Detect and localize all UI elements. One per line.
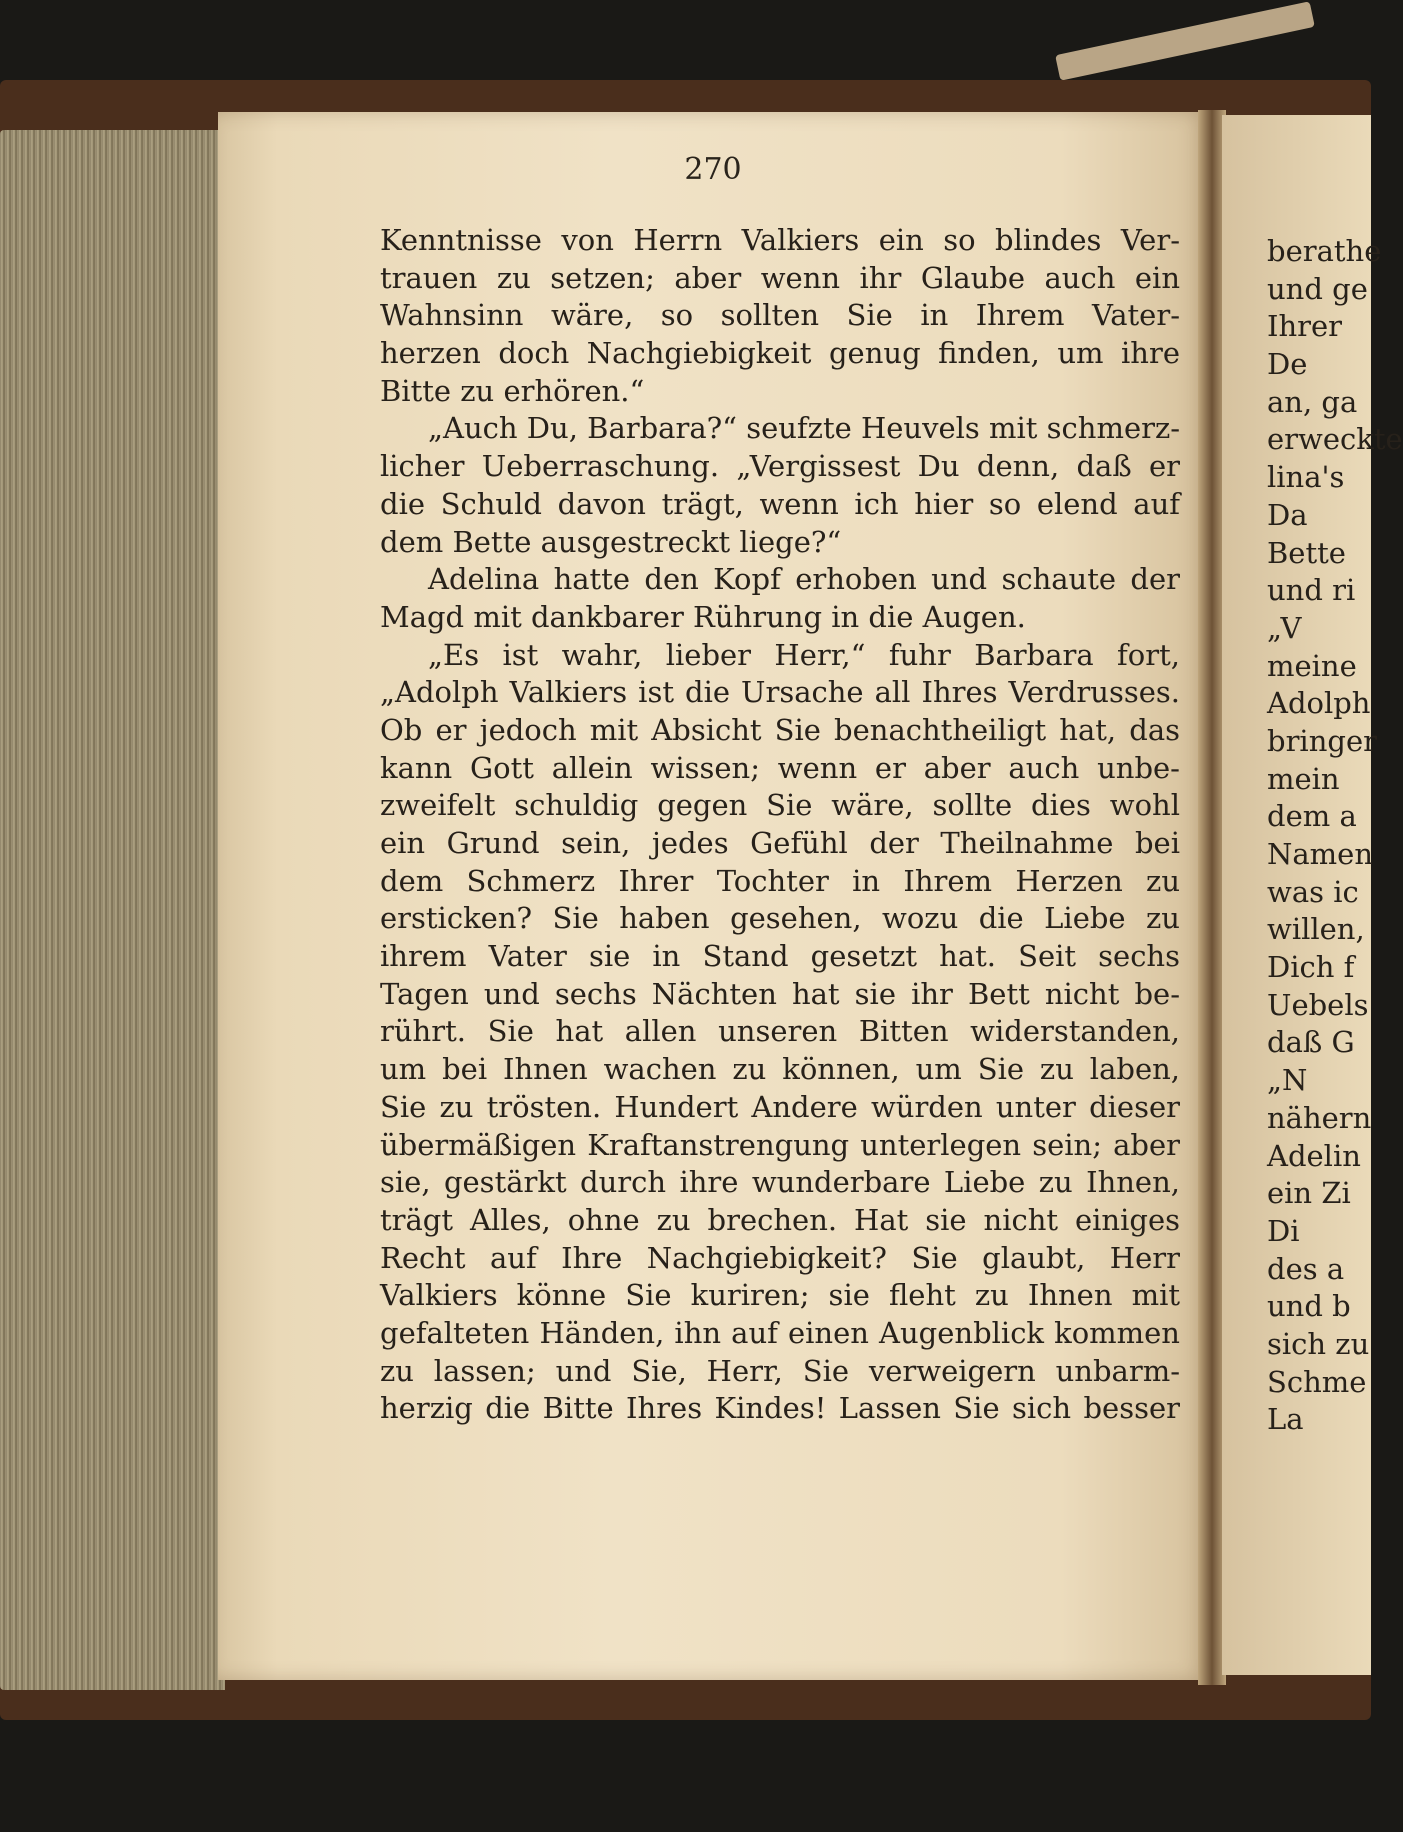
text-line: Valkiers könne Sie kuriren; sie fleht zu Ihnen mit bbox=[380, 1278, 1180, 1313]
text-line: willen, bbox=[1267, 912, 1365, 947]
text-line: Di bbox=[1267, 1213, 1300, 1248]
text-line: Adelina hatte den Kopf erhoben und schaute der bbox=[428, 562, 1180, 597]
text-line: trägt Alles, ohne zu brechen. Hat sie nicht einiges bbox=[380, 1202, 1180, 1237]
text-line: Schme bbox=[1267, 1364, 1367, 1399]
text-line: Namen bbox=[1267, 837, 1374, 871]
text-line: kann Gott allein wissen; wenn er aber auch unbe- bbox=[380, 750, 1180, 785]
text-line: trauen zu setzen; aber wenn ihr Glaube auch ein bbox=[380, 260, 1180, 295]
text-line: Adelin bbox=[1267, 1138, 1361, 1173]
text-line: De bbox=[1267, 347, 1308, 382]
left-page bbox=[218, 112, 1208, 1680]
text-line: nähern bbox=[1267, 1100, 1372, 1135]
text-line: zweifelt schuldig gegen Sie wäre, sollte dies wohl bbox=[380, 788, 1180, 823]
text-line: dem Bette ausgestreckt liege?“ bbox=[380, 524, 842, 559]
text-line: ein Grund sein, jedes Gefühl der Theilnahme bei bbox=[380, 826, 1180, 860]
text-line: daß G bbox=[1267, 1025, 1355, 1060]
text-line: sich zu bbox=[1267, 1326, 1370, 1361]
page-number: 270 bbox=[684, 152, 742, 187]
text-line: meine bbox=[1267, 648, 1357, 683]
text-line: ersticken? Sie haben gesehen, wozu die Liebe zu bbox=[380, 901, 1180, 936]
text-line: bringer bbox=[1267, 723, 1377, 758]
text-line: Adolph bbox=[1267, 686, 1371, 721]
text-line: und b bbox=[1267, 1289, 1351, 1324]
text-line: berathe bbox=[1267, 234, 1382, 268]
text-line: Sie zu trösten. Hundert Andere würden unter dieser bbox=[380, 1089, 1180, 1124]
text-line: La bbox=[1267, 1402, 1304, 1437]
text-line: „N bbox=[1267, 1063, 1308, 1098]
text-line: dem Schmerz Ihrer Tochter in Ihrem Herzen zu bbox=[380, 863, 1180, 898]
text-line: ihrem Vater sie in Stand gesetzt hat. Seit sechs bbox=[380, 939, 1180, 974]
text-line: Kenntnisse von Herrn Valkiers ein so blindes Ver- bbox=[380, 223, 1180, 257]
text-line: Recht auf Ihre Nachgiebigkeit? Sie glaubt, Herr bbox=[380, 1240, 1180, 1275]
text-line: Tagen und sechs Nächten hat sie ihr Bett nicht be- bbox=[380, 976, 1180, 1011]
text-line: herzig die Bitte Ihres Kindes! Lassen Sie sich besser bbox=[380, 1391, 1180, 1426]
page-edges bbox=[0, 130, 225, 1690]
text-line: Bette bbox=[1267, 535, 1346, 570]
text-line: an, ga bbox=[1267, 384, 1358, 419]
text-line: zu lassen; und Sie, Herr, Sie verweigern unbarm- bbox=[380, 1353, 1180, 1388]
text-line: „Adolph Valkiers ist die Ursache all Ihres Verdrusses. bbox=[380, 675, 1180, 710]
text-line: ein Zi bbox=[1267, 1176, 1351, 1211]
left-page-text bbox=[380, 222, 1180, 1428]
text-line: Ob er jedoch mit Absicht Sie benachtheiligt hat, das bbox=[380, 712, 1180, 747]
text-line: Wahnsinn wäre, so sollten Sie in Ihrem Vater- bbox=[380, 298, 1180, 333]
text-line: lina's bbox=[1267, 460, 1345, 495]
text-line: übermäßigen Kraftanstrengung unterlegen sein; aber bbox=[380, 1127, 1180, 1162]
text-line: die Schuld davon trägt, wenn ich hier so elend auf bbox=[380, 486, 1180, 521]
text-line: licher Ueberraschung. „Vergissest Du denn, daß er bbox=[380, 449, 1180, 484]
text-line: gefalteten Händen, ihn auf einen Augenblick kommen bbox=[380, 1315, 1180, 1350]
text-line: Dich f bbox=[1267, 950, 1355, 985]
text-line: erweckte bbox=[1267, 422, 1403, 457]
text-line: des a bbox=[1267, 1251, 1345, 1286]
ribbon-bookmark bbox=[1055, 1, 1315, 80]
right-page bbox=[1222, 115, 1403, 1675]
text-line: „Es ist wahr, lieber Herr,“ fuhr Barbara fort, bbox=[428, 637, 1180, 672]
text-line: mein bbox=[1267, 761, 1340, 796]
text-line: Magd mit dankbarer Rührung in die Augen. bbox=[380, 599, 1026, 634]
text-line: und ri bbox=[1267, 573, 1356, 608]
text-line: Bitte zu erhören.“ bbox=[380, 373, 645, 408]
text-line: und ge bbox=[1267, 271, 1368, 306]
text-line: „Auch Du, Barbara?“ seufzte Heuvels mit schmerz- bbox=[428, 411, 1181, 446]
text-line: Uebels bbox=[1267, 987, 1369, 1022]
text-line: dem a bbox=[1267, 799, 1357, 834]
text-line: sie, gestärkt durch ihre wunderbare Liebe zu Ihnen, bbox=[380, 1165, 1180, 1200]
text-line: rührt. Sie hat allen unseren Bitten widerstanden, bbox=[380, 1014, 1180, 1049]
text-line: Ihrer bbox=[1267, 309, 1343, 344]
text-line: „V bbox=[1267, 610, 1302, 645]
text-line: um bei Ihnen wachen zu können, um Sie zu laben, bbox=[380, 1052, 1180, 1087]
text-line: was ic bbox=[1267, 874, 1359, 909]
text-line: herzen doch Nachgiebigkeit genug finden, um ihre bbox=[380, 336, 1180, 371]
right-page-text bbox=[1267, 233, 1403, 1439]
text-line: Da bbox=[1267, 497, 1308, 532]
